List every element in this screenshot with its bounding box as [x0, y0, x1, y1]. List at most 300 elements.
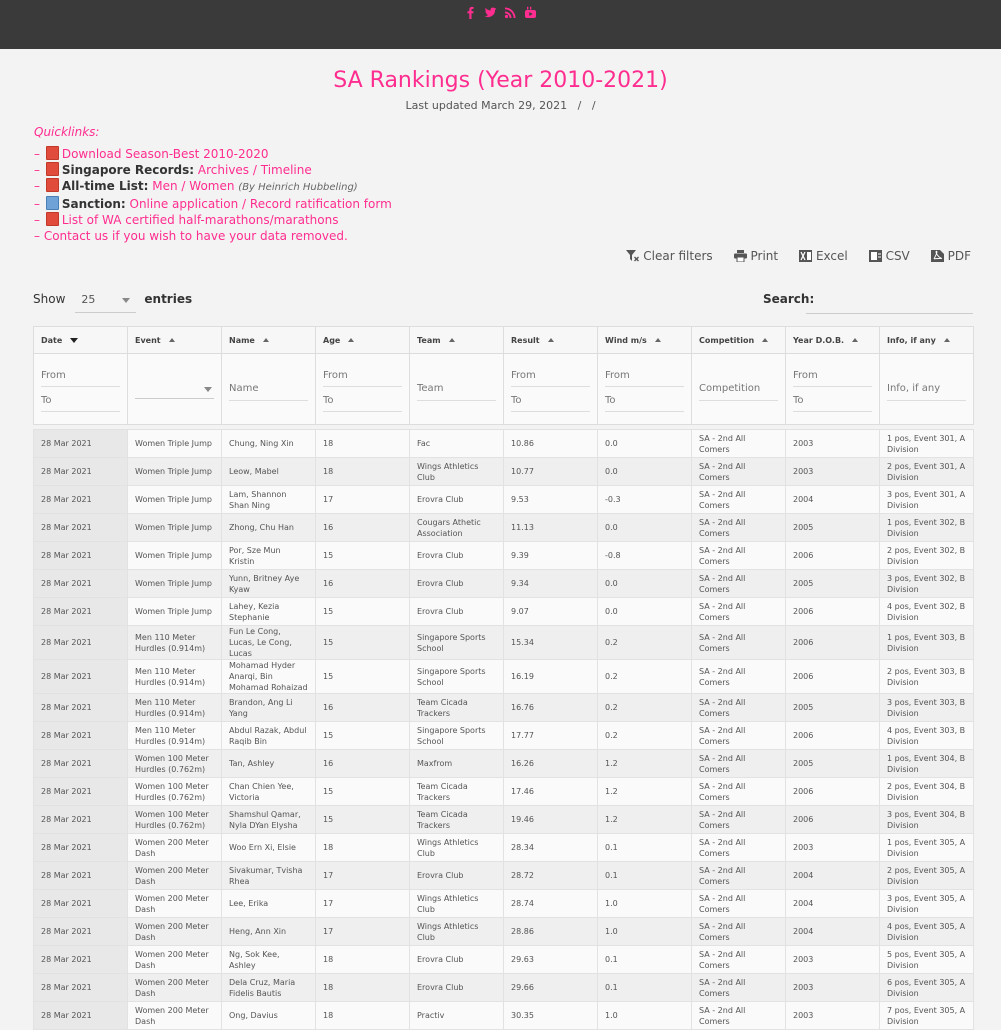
- date-to-input[interactable]: To: [41, 391, 120, 412]
- cell-team: Team Cicada Trackers: [410, 694, 504, 722]
- by-note: (By Heinrich Hubbeling): [238, 182, 358, 193]
- col-age[interactable]: Age: [316, 327, 410, 354]
- table-row: [34, 918, 974, 946]
- cell-event: Women Triple Jump: [128, 570, 222, 598]
- youtube-icon[interactable]: [524, 6, 537, 19]
- result-filter: [504, 354, 598, 425]
- table-row: [34, 514, 974, 542]
- cell-result: 10.86: [504, 430, 598, 458]
- cell-date: 28 Mar 2021: [34, 430, 128, 458]
- cell-competition: SA - 2nd All Comers: [692, 806, 786, 834]
- cell-team: Singapore Sports School: [410, 660, 504, 694]
- cell-age: 15: [316, 542, 410, 570]
- cell-wind: 0.0: [598, 570, 692, 598]
- cell-date: 28 Mar 2021: [34, 974, 128, 1002]
- cell-wind: 1.2: [598, 778, 692, 806]
- cell-wind: 0.0: [598, 514, 692, 542]
- wa-list-link[interactable]: List of WA certified half-marathons/marathons: [61, 213, 339, 227]
- search-label: Search:: [763, 292, 815, 306]
- dob-from-input[interactable]: From: [793, 366, 872, 387]
- cell-wind: 0.0: [598, 430, 692, 458]
- col-team[interactable]: Team: [410, 327, 504, 354]
- table-row: [34, 862, 974, 890]
- cell-date: 28 Mar 2021: [34, 458, 128, 486]
- cell-competition: SA - 2nd All Comers: [692, 722, 786, 750]
- cell-name: Tan, Ashley: [222, 750, 316, 778]
- cell-team: Wings Athletics Club: [410, 918, 504, 946]
- cell-name: Mohamad Hyder Anarqi, Bin Mohamad Rohaizad: [222, 660, 316, 694]
- cell-result: 9.39: [504, 542, 598, 570]
- col-name[interactable]: Name: [222, 327, 316, 354]
- cell-event: Women 200 Meter Dash: [128, 890, 222, 918]
- dob-filter: [786, 354, 880, 425]
- col-info[interactable]: Info, if any: [880, 327, 974, 354]
- sort-icon: [169, 338, 175, 342]
- cell-result: 29.63: [504, 946, 598, 974]
- cell-wind: 0.0: [598, 598, 692, 626]
- cell-wind: -0.8: [598, 542, 692, 570]
- cell-info: 2 pos, Event 301, A Division: [880, 458, 974, 486]
- cell-info: 2 pos, Event 305, A Division: [880, 862, 974, 890]
- result-from-input[interactable]: From: [511, 366, 590, 387]
- cell-event: Men 110 Meter Hurdles (0.914m): [128, 626, 222, 660]
- pdf-icon: [46, 146, 59, 160]
- table-row: [34, 626, 974, 660]
- cell-competition: SA - 2nd All Comers: [692, 750, 786, 778]
- cell-name: Lam, Shannon Shan Ning: [222, 486, 316, 514]
- cell-event: Women 200 Meter Dash: [128, 834, 222, 862]
- cell-info: 7 pos, Event 305, A Division: [880, 1002, 974, 1030]
- name-input[interactable]: Name: [229, 378, 308, 401]
- cell-age: 15: [316, 778, 410, 806]
- cell-wind: 1.2: [598, 806, 692, 834]
- sort-icon: [263, 338, 269, 342]
- cell-date: 28 Mar 2021: [34, 918, 128, 946]
- cell-name: Chan Chien Yee, Victoria: [222, 778, 316, 806]
- cell-team: Erovra Club: [410, 542, 504, 570]
- table-row: [34, 806, 974, 834]
- cell-year-dob: 2005: [786, 694, 880, 722]
- cell-event: Women 100 Meter Hurdles (0.762m): [128, 750, 222, 778]
- cell-team: Cougars Athetic Association: [410, 514, 504, 542]
- top-bar: [0, 0, 1001, 49]
- quicklinks: [34, 124, 392, 244]
- info-input[interactable]: Info, if any: [887, 378, 966, 401]
- cell-year-dob: 2006: [786, 778, 880, 806]
- table-row: [34, 722, 974, 750]
- cell-competition: SA - 2nd All Comers: [692, 890, 786, 918]
- excel-button[interactable]: Excel: [799, 249, 848, 263]
- cell-team: Maxfrom: [410, 750, 504, 778]
- cell-event: Men 110 Meter Hurdles (0.914m): [128, 660, 222, 694]
- cell-year-dob: 2006: [786, 722, 880, 750]
- cell-event: Women 200 Meter Dash: [128, 1002, 222, 1030]
- event-filter: [128, 354, 222, 425]
- cell-team: Team Cicada Trackers: [410, 806, 504, 834]
- cell-competition: SA - 2nd All Comers: [692, 486, 786, 514]
- cell-info: 3 pos, Event 302, B Division: [880, 570, 974, 598]
- cell-competition: SA - 2nd All Comers: [692, 458, 786, 486]
- cell-age: 17: [316, 862, 410, 890]
- cell-team: Team Cicada Trackers: [410, 778, 504, 806]
- cell-wind: 0.1: [598, 946, 692, 974]
- cell-result: 29.66: [504, 974, 598, 1002]
- wind-to-input[interactable]: To: [605, 391, 684, 412]
- sg-records-label: Singapore Records:: [61, 163, 195, 177]
- online-application-link[interactable]: Online application: [129, 197, 239, 211]
- pdf-icon: [46, 178, 59, 192]
- info-filter: [880, 354, 974, 425]
- cell-age: 18: [316, 946, 410, 974]
- table-body: [34, 425, 974, 1030]
- cell-age: 17: [316, 486, 410, 514]
- cell-date: 28 Mar 2021: [34, 862, 128, 890]
- table-row: [34, 598, 974, 626]
- quicklink-wa-list: – List of WA certified half-marathons/marathons: [34, 213, 339, 227]
- cell-wind: 0.1: [598, 862, 692, 890]
- entries-label: entries: [144, 292, 193, 306]
- table-row: [34, 570, 974, 598]
- print-button[interactable]: Print: [734, 249, 779, 263]
- cell-age: 18: [316, 834, 410, 862]
- cell-info: 1 pos, Event 303, B Division: [880, 626, 974, 660]
- cell-info: 3 pos, Event 304, B Division: [880, 806, 974, 834]
- table-row: [34, 542, 974, 570]
- cell-info: 1 pos, Event 301, A Division: [880, 430, 974, 458]
- cell-info: 4 pos, Event 302, B Division: [880, 598, 974, 626]
- cell-name: Zhong, Chu Han: [222, 514, 316, 542]
- document-icon: [46, 196, 59, 210]
- cell-date: 28 Mar 2021: [34, 486, 128, 514]
- date-from-input[interactable]: From: [41, 366, 120, 387]
- cell-result: 17.77: [504, 722, 598, 750]
- cell-event: Women Triple Jump: [128, 514, 222, 542]
- cell-wind: 1.0: [598, 1002, 692, 1030]
- cell-wind: -0.3: [598, 486, 692, 514]
- facebook-icon[interactable]: [464, 6, 477, 19]
- cell-name: Brandon, Ang Li Yang: [222, 694, 316, 722]
- cell-date: 28 Mar 2021: [34, 514, 128, 542]
- men-link[interactable]: Men: [152, 179, 178, 193]
- cell-date: 28 Mar 2021: [34, 694, 128, 722]
- cell-team: Wings Athletics Club: [410, 890, 504, 918]
- export-toolbar: [609, 249, 971, 263]
- cell-result: 16.19: [504, 660, 598, 694]
- sanction-label: Sanction:: [61, 197, 126, 211]
- season-best-link[interactable]: Download Season-Best 2010-2020: [61, 147, 269, 161]
- cell-result: 16.26: [504, 750, 598, 778]
- cell-wind: 1.0: [598, 918, 692, 946]
- cell-team: Erovra Club: [410, 862, 504, 890]
- cell-event: Women 200 Meter Dash: [128, 862, 222, 890]
- cell-age: 15: [316, 626, 410, 660]
- cell-year-dob: 2003: [786, 1002, 880, 1030]
- cell-result: 17.46: [504, 778, 598, 806]
- cell-age: 18: [316, 430, 410, 458]
- sort-icon: [655, 338, 661, 342]
- cell-result: 15.34: [504, 626, 598, 660]
- age-to-input[interactable]: To: [323, 391, 402, 412]
- social-links: [0, 6, 1001, 25]
- contact-link[interactable]: Contact us if you wish to have your data removed.: [43, 229, 348, 243]
- name-filter: [222, 354, 316, 425]
- col-date[interactable]: Date: [34, 327, 128, 354]
- cell-year-dob: 2006: [786, 542, 880, 570]
- filter-clear-icon: [626, 250, 639, 262]
- search-input[interactable]: [806, 295, 973, 314]
- cell-result: 11.13: [504, 514, 598, 542]
- competition-input[interactable]: Competition: [699, 378, 778, 401]
- result-to-input[interactable]: To: [511, 391, 590, 412]
- cell-name: Abdul Razak, Abdul Raqib Bin: [222, 722, 316, 750]
- cell-info: 6 pos, Event 305, A Division: [880, 974, 974, 1002]
- cell-team: Singapore Sports School: [410, 722, 504, 750]
- cell-info: 5 pos, Event 305, A Division: [880, 946, 974, 974]
- quicklink-sanction: – Sanction: Online application / Record ratification form: [34, 197, 392, 211]
- cell-wind: 0.0: [598, 458, 692, 486]
- table-row: [34, 890, 974, 918]
- cell-info: 4 pos, Event 303, B Division: [880, 722, 974, 750]
- cell-event: Men 110 Meter Hurdles (0.914m): [128, 694, 222, 722]
- cell-result: 9.07: [504, 598, 598, 626]
- cell-competition: SA - 2nd All Comers: [692, 862, 786, 890]
- cell-age: 16: [316, 570, 410, 598]
- cell-info: 2 pos, Event 302, B Division: [880, 542, 974, 570]
- clear-filters-button[interactable]: Clear filters: [626, 249, 712, 263]
- event-select[interactable]: [135, 384, 214, 399]
- cell-age: 15: [316, 598, 410, 626]
- cell-year-dob: 2004: [786, 918, 880, 946]
- table-row: [34, 946, 974, 974]
- cell-event: Women 200 Meter Dash: [128, 974, 222, 1002]
- cell-result: 30.35: [504, 1002, 598, 1030]
- quicklink-records: – Singapore Records: Archives / Timeline: [34, 163, 312, 177]
- cell-name: Yunn, Britney Aye Kyaw: [222, 570, 316, 598]
- cell-team: Fac: [410, 430, 504, 458]
- cell-team: Practiv: [410, 1002, 504, 1030]
- table-row: [34, 834, 974, 862]
- archives-link[interactable]: Archives: [197, 163, 250, 177]
- col-wind[interactable]: Wind m/s: [598, 327, 692, 354]
- table-row: [34, 974, 974, 1002]
- cell-year-dob: 2005: [786, 570, 880, 598]
- cell-date: 28 Mar 2021: [34, 750, 128, 778]
- cell-competition: SA - 2nd All Comers: [692, 778, 786, 806]
- cell-date: 28 Mar 2021: [34, 946, 128, 974]
- cell-result: 16.76: [504, 694, 598, 722]
- table-row: [34, 750, 974, 778]
- cell-year-dob: 2005: [786, 750, 880, 778]
- excel-icon: [799, 250, 812, 262]
- cell-wind: 0.1: [598, 974, 692, 1002]
- cell-competition: SA - 2nd All Comers: [692, 570, 786, 598]
- cell-result: 19.46: [504, 806, 598, 834]
- cell-name: Leow, Mabel: [222, 458, 316, 486]
- entries-select[interactable]: 25: [75, 293, 136, 313]
- col-year-dob[interactable]: Year D.O.B.: [786, 327, 880, 354]
- quicklink-season-best: – Download Season-Best 2010-2020: [34, 147, 269, 161]
- cell-date: 28 Mar 2021: [34, 598, 128, 626]
- rankings-table: [33, 326, 974, 1030]
- cell-name: Lahey, Kezia Stephanie: [222, 598, 316, 626]
- cell-info: 4 pos, Event 305, A Division: [880, 918, 974, 946]
- cell-competition: SA - 2nd All Comers: [692, 430, 786, 458]
- cell-name: Dela Cruz, Maria Fidelis Bautis: [222, 974, 316, 1002]
- cell-year-dob: 2003: [786, 430, 880, 458]
- cell-wind: 0.1: [598, 834, 692, 862]
- sort-icon: [852, 338, 858, 342]
- pdf-icon: [46, 212, 59, 226]
- cell-team: Erovra Club: [410, 946, 504, 974]
- competition-filter: [692, 354, 786, 425]
- pdf-button[interactable]: PDF: [931, 249, 971, 263]
- print-icon: [734, 250, 747, 262]
- cell-wind: 0.2: [598, 694, 692, 722]
- cell-team: Wings Athletics Club: [410, 834, 504, 862]
- cell-event: Women Triple Jump: [128, 598, 222, 626]
- cell-event: Women Triple Jump: [128, 458, 222, 486]
- cell-year-dob: 2003: [786, 458, 880, 486]
- cell-age: 18: [316, 1002, 410, 1030]
- filter-row: [34, 354, 974, 425]
- cell-team: Erovra Club: [410, 974, 504, 1002]
- cell-event: Men 110 Meter Hurdles (0.914m): [128, 722, 222, 750]
- team-input[interactable]: Team: [417, 378, 496, 401]
- cell-competition: SA - 2nd All Comers: [692, 1002, 786, 1030]
- cell-date: 28 Mar 2021: [34, 834, 128, 862]
- cell-year-dob: 2006: [786, 598, 880, 626]
- cell-info: 3 pos, Event 301, A Division: [880, 486, 974, 514]
- cell-info: 2 pos, Event 303, B Division: [880, 660, 974, 694]
- cell-name: Por, Sze Mun Kristin: [222, 542, 316, 570]
- cell-wind: 0.2: [598, 660, 692, 694]
- wind-from-input[interactable]: From: [605, 366, 684, 387]
- cell-event: Women 100 Meter Hurdles (0.762m): [128, 778, 222, 806]
- cell-date: 28 Mar 2021: [34, 1002, 128, 1030]
- cell-date: 28 Mar 2021: [34, 570, 128, 598]
- cell-event: Women 200 Meter Dash: [128, 918, 222, 946]
- rss-icon[interactable]: [504, 6, 517, 19]
- cell-name: Fun Le Cong, Lucas, Le Cong, Lucas: [222, 626, 316, 660]
- cell-age: 15: [316, 722, 410, 750]
- cell-info: 3 pos, Event 305, A Division: [880, 890, 974, 918]
- cell-competition: SA - 2nd All Comers: [692, 660, 786, 694]
- cell-wind: 1.0: [598, 890, 692, 918]
- table-row: [34, 458, 974, 486]
- sort-icon: [762, 338, 768, 342]
- cell-competition: SA - 2nd All Comers: [692, 946, 786, 974]
- cell-date: 28 Mar 2021: [34, 626, 128, 660]
- cell-competition: SA - 2nd All Comers: [692, 918, 786, 946]
- cell-name: Ng, Sok Kee, Ashley: [222, 946, 316, 974]
- cell-info: 3 pos, Event 303, B Division: [880, 694, 974, 722]
- cell-team: Singapore Sports School: [410, 626, 504, 660]
- cell-result: 9.34: [504, 570, 598, 598]
- csv-button[interactable]: CSV: [869, 249, 910, 263]
- cell-age: 18: [316, 974, 410, 1002]
- cell-year-dob: 2006: [786, 660, 880, 694]
- cell-competition: SA - 2nd All Comers: [692, 626, 786, 660]
- cell-team: Erovra Club: [410, 598, 504, 626]
- table-row: [34, 778, 974, 806]
- cell-date: 28 Mar 2021: [34, 722, 128, 750]
- sort-icon: [944, 338, 950, 342]
- date-filter: [34, 354, 128, 425]
- cell-age: 16: [316, 694, 410, 722]
- cell-event: Women Triple Jump: [128, 542, 222, 570]
- wind-filter: [598, 354, 692, 425]
- cell-date: 28 Mar 2021: [34, 660, 128, 694]
- cell-info: 1 pos, Event 305, A Division: [880, 834, 974, 862]
- twitter-icon[interactable]: [484, 6, 497, 19]
- last-updated: Last updated March 29, 2021 / /: [405, 99, 596, 112]
- cell-name: Sivakumar, Tvisha Rhea: [222, 862, 316, 890]
- col-result[interactable]: Result: [504, 327, 598, 354]
- cell-age: 15: [316, 660, 410, 694]
- cell-name: Lee, Erika: [222, 890, 316, 918]
- team-filter: [410, 354, 504, 425]
- cell-info: 1 pos, Event 302, B Division: [880, 514, 974, 542]
- cell-name: Shamshul Qamar, Nyla DYan Elysha: [222, 806, 316, 834]
- age-from-input[interactable]: From: [323, 366, 402, 387]
- cell-name: Woo Ern Xi, Elsie: [222, 834, 316, 862]
- cell-result: 28.86: [504, 918, 598, 946]
- cell-team: Wings Athletics Club: [410, 458, 504, 486]
- table-row: [34, 486, 974, 514]
- table-row: [34, 694, 974, 722]
- cell-name: Heng, Ann Xin: [222, 918, 316, 946]
- sort-desc-icon: [70, 338, 78, 343]
- women-link[interactable]: Women: [189, 179, 235, 193]
- sort-icon: [449, 338, 455, 342]
- cell-result: 9.53: [504, 486, 598, 514]
- pdf-export-icon: [931, 250, 944, 262]
- csv-icon: [869, 250, 882, 262]
- cell-date: 28 Mar 2021: [34, 890, 128, 918]
- col-competition[interactable]: Competition: [692, 327, 786, 354]
- cell-competition: SA - 2nd All Comers: [692, 542, 786, 570]
- cell-year-dob: 2004: [786, 486, 880, 514]
- cell-name: Chung, Ning Xin: [222, 430, 316, 458]
- cell-name: Ong, Davius: [222, 1002, 316, 1030]
- table-row: [34, 1002, 974, 1030]
- dob-to-input[interactable]: To: [793, 391, 872, 412]
- cell-event: Women Triple Jump: [128, 430, 222, 458]
- page-title: SA Rankings (Year 2010-2021): [333, 68, 668, 93]
- cell-age: 17: [316, 918, 410, 946]
- alltime-label: All-time List:: [61, 179, 149, 193]
- cell-age: 17: [316, 890, 410, 918]
- cell-competition: SA - 2nd All Comers: [692, 834, 786, 862]
- col-event[interactable]: Event: [128, 327, 222, 354]
- timeline-link[interactable]: Timeline: [260, 163, 312, 177]
- cell-date: 28 Mar 2021: [34, 778, 128, 806]
- cell-year-dob: 2003: [786, 974, 880, 1002]
- sort-icon: [548, 338, 554, 342]
- cell-event: Women 200 Meter Dash: [128, 946, 222, 974]
- quicklinks-heading: Quicklinks:: [34, 125, 100, 139]
- table-row: [34, 660, 974, 694]
- cell-wind: 0.2: [598, 626, 692, 660]
- cell-team: Erovra Club: [410, 486, 504, 514]
- pdf-icon: [46, 162, 59, 176]
- age-filter: [316, 354, 410, 425]
- cell-competition: SA - 2nd All Comers: [692, 598, 786, 626]
- cell-competition: SA - 2nd All Comers: [692, 514, 786, 542]
- record-form-link[interactable]: Record ratification form: [249, 197, 392, 211]
- cell-result: 28.34: [504, 834, 598, 862]
- quicklink-alltime: – All-time List: Men / Women (By Heinrich Hubbeling): [34, 179, 358, 193]
